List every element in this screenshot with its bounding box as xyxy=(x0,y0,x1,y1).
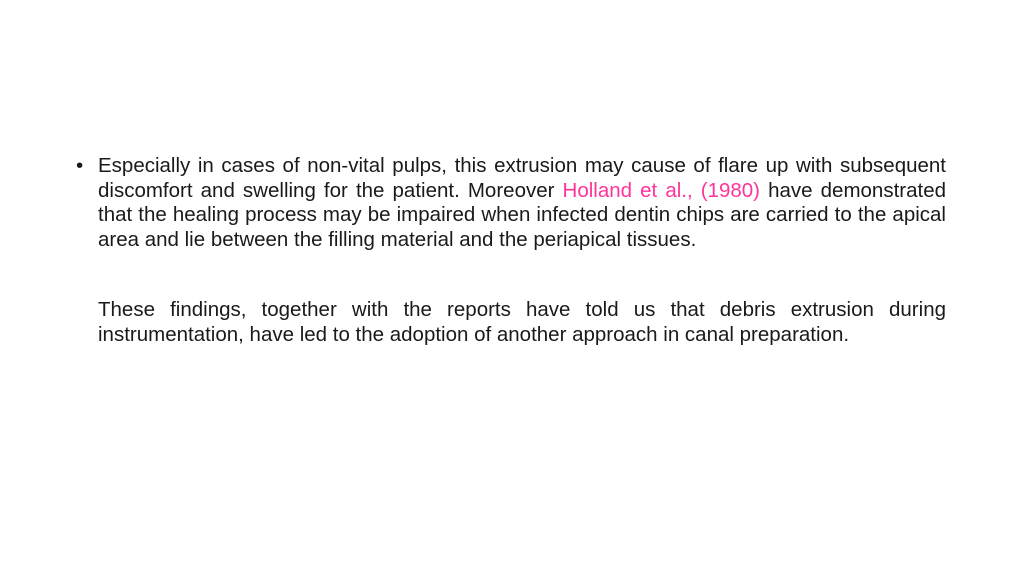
paragraph-text-after-citation: have demonstrated that the healing process may be impaired when infected dentin chips are carried to the apical area and lie between the filling material and the periapical tissues. xyxy=(98,178,946,252)
bullet-icon: • xyxy=(76,154,84,177)
slide-body xyxy=(72,154,946,347)
citation-holland-1980: Holland et al., (1980) xyxy=(562,178,761,202)
paragraph-2-text: These findings, together with the reports have told us that debris extrusion during instrumentation, have led to the adoption of another approach in canal preparation. xyxy=(98,297,946,346)
bullet-paragraph xyxy=(72,154,946,253)
paragraph-text-before-citation: Especially in cases of non-vital pulps, this extrusion may cause of flare up with subsequent discomfort and swelling for the patient. Moreover xyxy=(98,154,946,202)
continuation-paragraph xyxy=(72,298,946,347)
